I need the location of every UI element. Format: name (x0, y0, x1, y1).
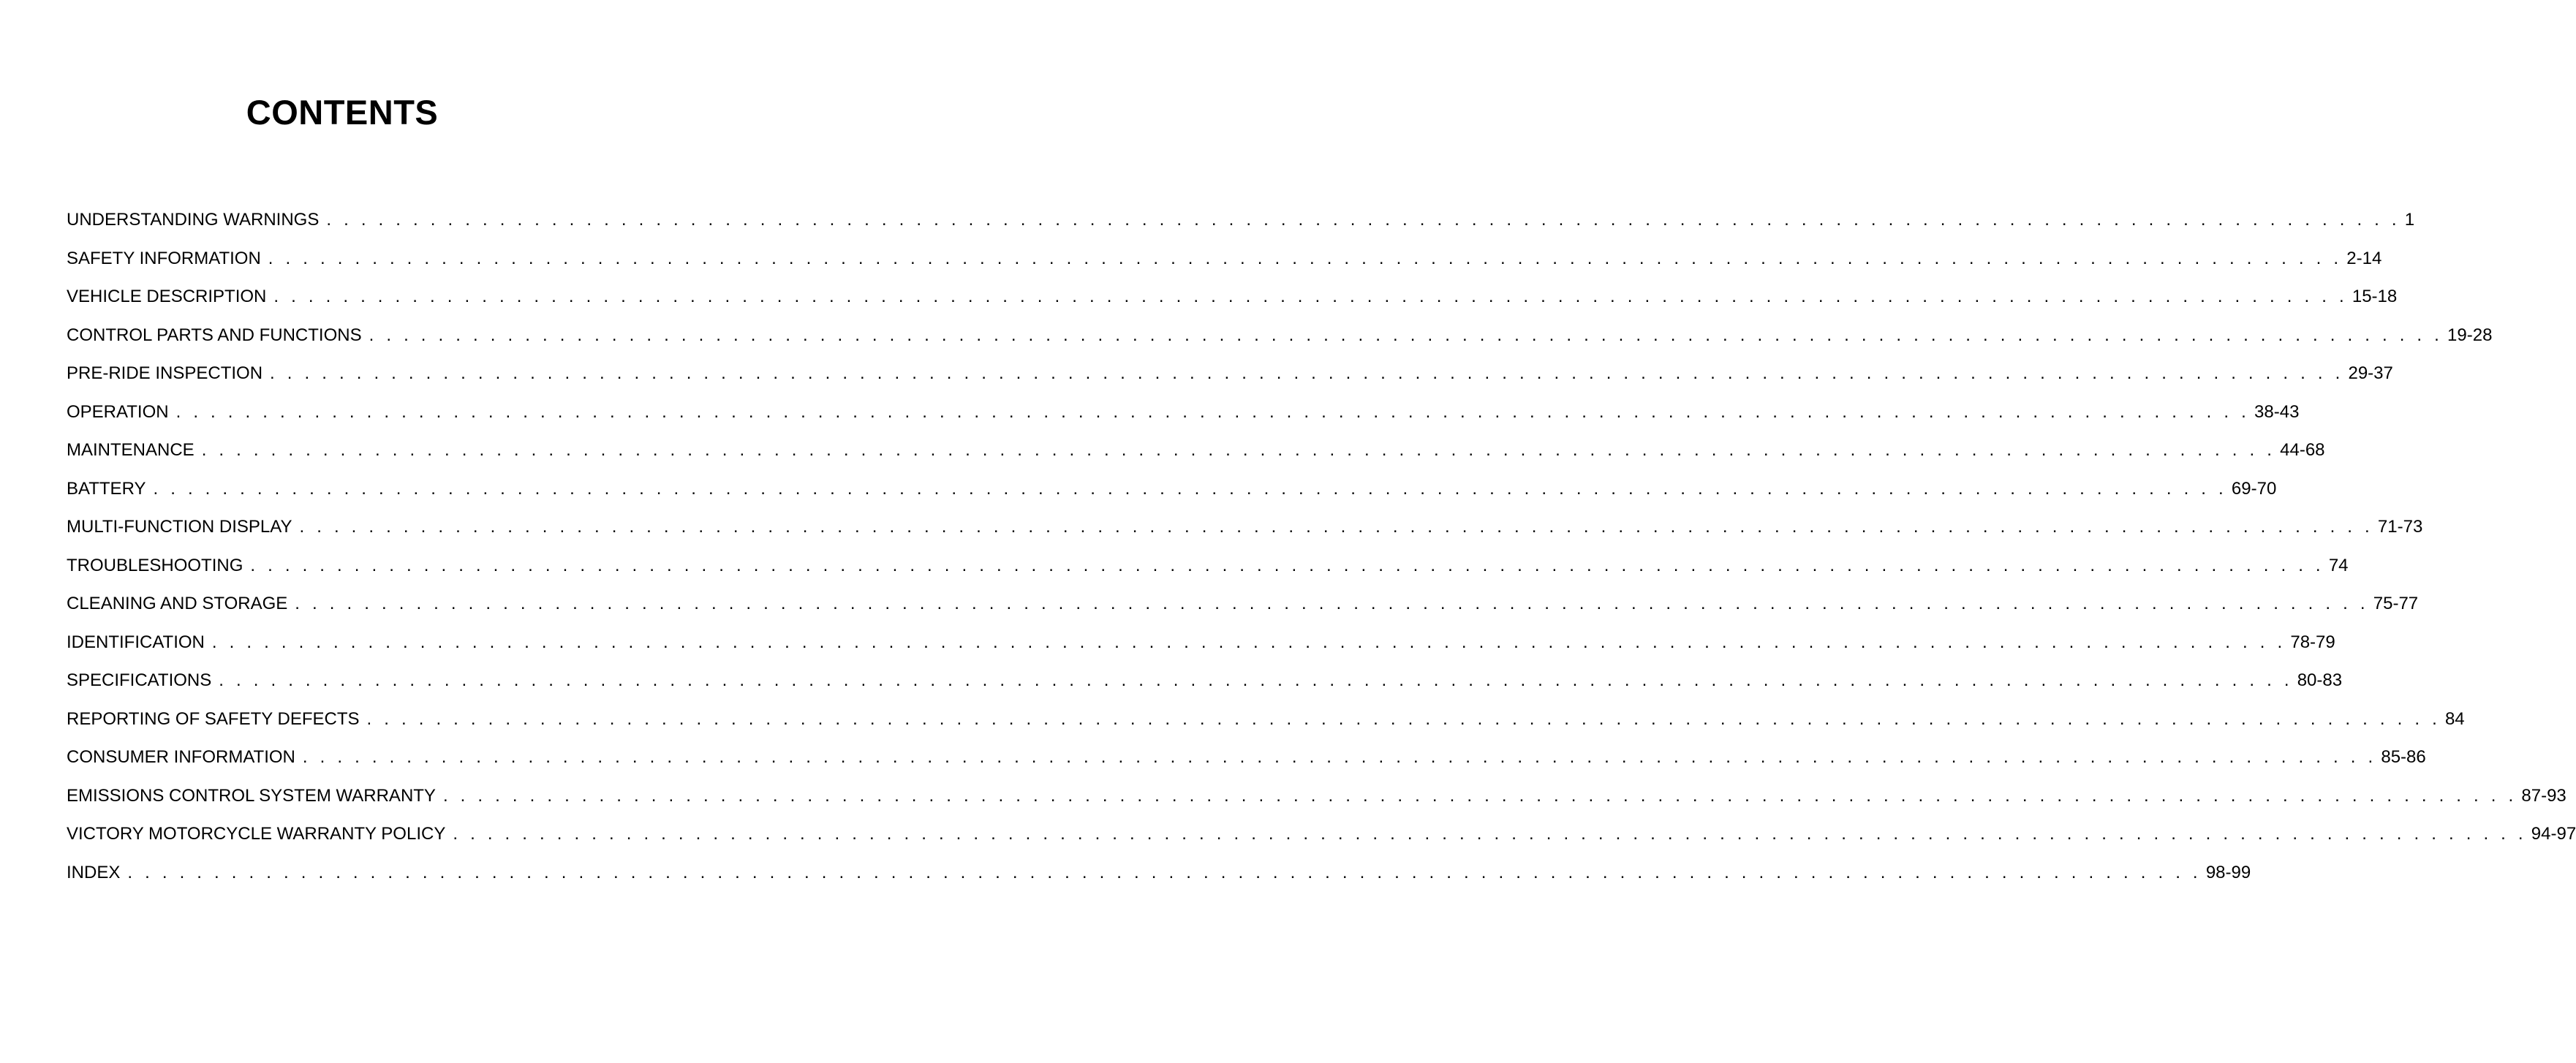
toc-entry-label: MULTI-FUNCTION DISPLAY (67, 511, 299, 543)
toc-entry[interactable] (67, 741, 2426, 780)
toc-entry-page-number: 1 (2404, 210, 2415, 230)
dot-leader: . . . . . . . . . . . . . . . . . . . . . . . . . . . . . . . . . . . . . . . . . . . . . . . . . . . . . . . . . . . . . . . . . . . . . . . . . . . . . . . . . . . . . . . . . . . . . . . . . . . . . . . . . . . . . . . . . . . . . . . . (219, 670, 2293, 690)
toc-entry-label: MAINTENANCE (67, 434, 202, 466)
dot-leader: . . . . . . . . . . . . . . . . . . . . . . . . . . . . . . . . . . . . . . . . . . . . . . . . . . . . . . . . . . . . . . . . . . . . . . . . . . . . . . . . . . . . . . . . . . . . . . . . . . . . . . . . . . . . . . . . . . . . . . . . (299, 517, 2373, 537)
toc-entry-page-number: 98-99 (2205, 862, 2251, 882)
toc-entry[interactable] (67, 665, 2343, 703)
toc-entry[interactable] (67, 511, 2423, 550)
toc-entry-label: TROUBLESHOOTING (67, 550, 250, 582)
toc-entry-page-number: 29-37 (2348, 363, 2393, 383)
toc-entry-label: CONTROL PARTS AND FUNCTIONS (67, 319, 369, 352)
toc-entry[interactable] (67, 627, 2335, 665)
toc-entry-label: REPORTING OF SAFETY DEFECTS (67, 703, 367, 735)
page-title: CONTENTS (246, 93, 439, 132)
toc-entry[interactable] (67, 434, 2325, 473)
toc-entry[interactable] (67, 588, 2419, 627)
table-of-contents (67, 204, 2576, 895)
toc-entry[interactable] (67, 473, 2277, 512)
dot-leader: . . . . . . . . . . . . . . . . . . . . . . . . . . . . . . . . . . . . . . . . . . . . . . . . . . . . . . . . . . . . . . . . . . . . . . . . . . . . . . . . . . . . . . . . . . . . . . . . . . . . . . . . . . . . . . . . . . . . . . . . (153, 478, 2227, 499)
toc-entry-label: PRE-RIDE INSPECTION (67, 358, 270, 390)
toc-entry-page-number: 84 (2444, 708, 2465, 729)
toc-entry[interactable] (67, 204, 2415, 243)
toc-entry[interactable] (67, 281, 2398, 319)
dot-leader: . . . . . . . . . . . . . . . . . . . . . . . . . . . . . . . . . . . . . . . . . . . . . . . . . . . . . . . . . . . . . . . . . . . . . . . . . . . . . . . . . . . . . . . . . . . . . . . . . . . . . . . . . . . . . . . . . . . . . . . . (250, 555, 2324, 575)
toc-entry-label: BATTERY (67, 473, 153, 505)
toc-entry[interactable] (67, 780, 2566, 819)
toc-entry[interactable] (67, 703, 2465, 742)
toc-entry-page-number: 69-70 (2231, 478, 2277, 499)
toc-entry-label: SPECIFICATIONS (67, 665, 219, 697)
toc-entry-page-number: 75-77 (2373, 594, 2419, 613)
toc-entry-page-number: 87-93 (2521, 785, 2566, 806)
dot-leader: . . . . . . . . . . . . . . . . . . . . . . . . . . . . . . . . . . . . . . . . . . . . . . . . . . . . . . . . . . . . . . . . . . . . . . . . . . . . . . . . . . . . . . . . . . . . . . . . . . . . . . . . . . . . . . . . . . . . . . . . (442, 785, 2518, 806)
dot-leader: . . . . . . . . . . . . . . . . . . . . . . . . . . . . . . . . . . . . . . . . . . . . . . . . . . . . . . . . . . . . . . . . . . . . . . . . . . . . . . . . . . . . . . . . . . . . . . . . . . . . . . . . . . . . . . . . . . . . . . . . (270, 363, 2344, 383)
toc-entry[interactable] (67, 358, 2393, 396)
dot-leader: . . . . . . . . . . . . . . . . . . . . . . . . . . . . . . . . . . . . . . . . . . . . . . . . . . . . . . . . . . . . . . . . . . . . . . . . . . . . . . . . . . . . . . . . . . . . . . . . . . . . . . . . . . . . . . . . . . . . . . . . (127, 862, 2202, 882)
toc-entry-page-number: 38-43 (2254, 401, 2300, 422)
dot-leader: . . . . . . . . . . . . . . . . . . . . . . . . . . . . . . . . . . . . . . . . . . . . . . . . . . . . . . . . . . . . . . . . . . . . . . . . . . . . . . . . . . . . . . . . . . . . . . . . . . . . . . . . . . . . . . . . . . . . . . . . (302, 747, 2377, 767)
toc-entry-page-number: 19-28 (2447, 325, 2493, 345)
toc-entry-page-number: 71-73 (2377, 517, 2423, 537)
toc-entry-label: CONSUMER INFORMATION (67, 741, 303, 773)
toc-entry-label: SAFETY INFORMATION (67, 243, 268, 275)
dot-leader: . . . . . . . . . . . . . . . . . . . . . . . . . . . . . . . . . . . . . . . . . . . . . . . . . . . . . . . . . . . . . . . . . . . . . . . . . . . . . . . . . . . . . . . . . . . . . . . . . . . . . . . . . . . . . . . . . . . . . . . . (175, 401, 2251, 422)
dot-leader: . . . . . . . . . . . . . . . . . . . . . . . . . . . . . . . . . . . . . . . . . . . . . . . . . . . . . . . . . . . . . . . . . . . . . . . . . . . . . . . . . . . . . . . . . . . . . . . . . . . . . . . . . . . . . . . . . . . . . . . . (273, 287, 2348, 306)
toc-entry-page-number: 78-79 (2290, 632, 2335, 652)
toc-entry-label: OPERATION (67, 396, 176, 428)
toc-entry[interactable] (67, 550, 2349, 589)
dot-leader: . . . . . . . . . . . . . . . . . . . . . . . . . . . . . . . . . . . . . . . . . . . . . . . . . . . . . . . . . . . . . . . . . . . . . . . . . . . . . . . . . . . . . . . . . . . . . . . . . . . . . . . . . . . . . . . . . . . . . . . . (268, 248, 2343, 268)
toc-entry-page-number: 80-83 (2297, 670, 2343, 690)
dot-leader: . . . . . . . . . . . . . . . . . . . . . . . . . . . . . . . . . . . . . . . . . . . . . . . . . . . . . . . . . . . . . . . . . . . . . . . . . . . . . . . . . . . . . . . . . . . . . . . . . . . . . . . . . . . . . . . . . . . . . . . . (211, 632, 2286, 652)
toc-entry-label: EMISSIONS CONTROL SYSTEM WARRANTY (67, 780, 443, 812)
dot-leader: . . . . . . . . . . . . . . . . . . . . . . . . . . . . . . . . . . . . . . . . . . . . . . . . . . . . . . . . . . . . . . . . . . . . . . . . . . . . . . . . . . . . . . . . . . . . . . . . . . . . . . . . . . . . . . . . . . . . . . . . (453, 824, 2527, 844)
toc-entry-label: VICTORY MOTORCYCLE WARRANTY POLICY (67, 818, 453, 850)
toc-entry-page-number: 15-18 (2352, 287, 2398, 306)
toc-entry[interactable] (67, 857, 2251, 896)
toc-entry-page-number: 44-68 (2280, 440, 2325, 460)
toc-entry[interactable] (67, 818, 2576, 857)
dot-leader: . . . . . . . . . . . . . . . . . . . . . . . . . . . . . . . . . . . . . . . . . . . . . . . . . . . . . . . . . . . . . . . . . . . . . . . . . . . . . . . . . . . . . . . . . . . . . . . . . . . . . . . . . . . . . . . . . . . . . . . . (366, 708, 2441, 729)
dot-leader: . . . . . . . . . . . . . . . . . . . . . . . . . . . . . . . . . . . . . . . . . . . . . . . . . . . . . . . . . . . . . . . . . . . . . . . . . . . . . . . . . . . . . . . . . . . . . . . . . . . . . . . . . . . . . . . . . . . . . . . . (295, 594, 2369, 613)
toc-entry-label: CLEANING AND STORAGE (67, 588, 295, 620)
dot-leader: . . . . . . . . . . . . . . . . . . . . . . . . . . . . . . . . . . . . . . . . . . . . . . . . . . . . . . . . . . . . . . . . . . . . . . . . . . . . . . . . . . . . . . . . . . . . . . . . . . . . . . . . . . . . . . . . . . . . . . . . (369, 325, 2444, 345)
toc-entry-label: VEHICLE DESCRIPTION (67, 281, 273, 313)
dot-leader: . . . . . . . . . . . . . . . . . . . . . . . . . . . . . . . . . . . . . . . . . . . . . . . . . . . . . . . . . . . . . . . . . . . . . . . . . . . . . . . . . . . . . . . . . . . . . . . . . . . . . . . . . . . . . . . . . . . . . . . . (201, 440, 2276, 460)
toc-entry-page-number: 74 (2328, 555, 2349, 575)
toc-entry-label: UNDERSTANDING WARNINGS (67, 204, 326, 236)
toc-entry[interactable] (67, 319, 2493, 358)
toc-entry-page-number: 94-97 (2531, 824, 2576, 844)
toc-entry[interactable] (67, 396, 2300, 435)
dot-leader: . . . . . . . . . . . . . . . . . . . . . . . . . . . . . . . . . . . . . . . . . . . . . . . . . . . . . . . . . . . . . . . . . . . . . . . . . . . . . . . . . . . . . . . . . . . . . . . . . . . . . . . . . . . . . . . . . . . . . . . . (326, 210, 2401, 230)
toc-entry-page-number: 2-14 (2346, 248, 2382, 268)
toc-entry-label: IDENTIFICATION (67, 627, 212, 659)
toc-entry-label: INDEX (67, 857, 127, 889)
toc-entry[interactable] (67, 243, 2382, 281)
toc-entry-page-number: 85-86 (2381, 747, 2426, 767)
